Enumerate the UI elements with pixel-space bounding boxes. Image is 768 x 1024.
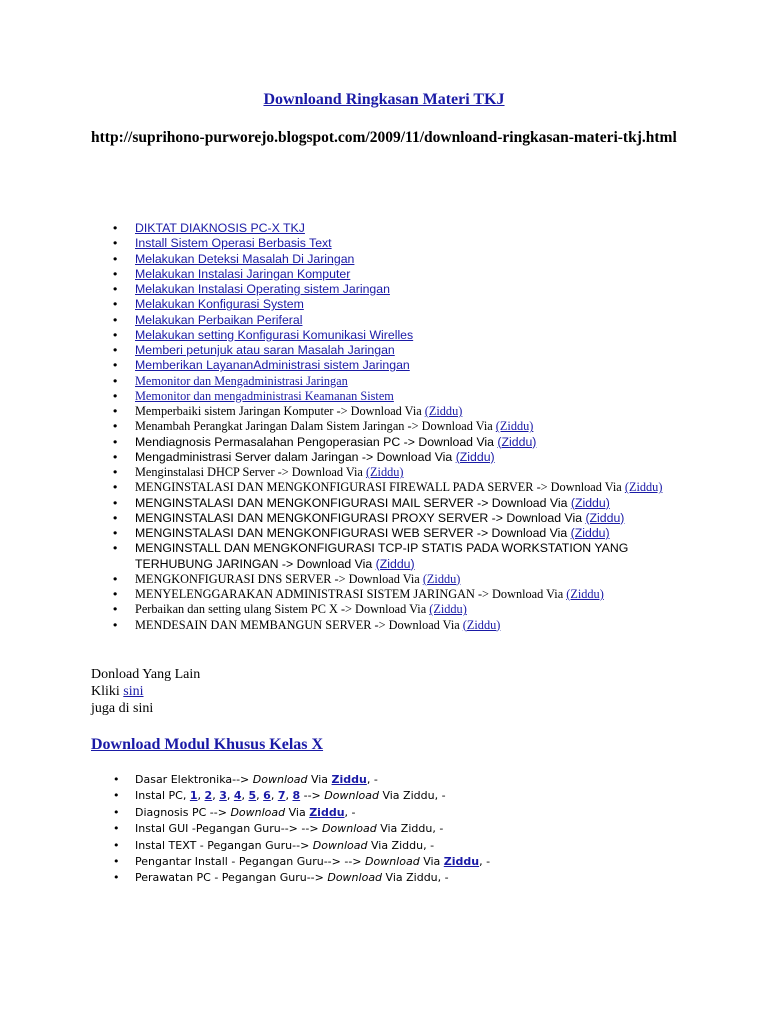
material-item [113, 358, 673, 373]
module-text: Perawatan PC - Pegangan Guru--> [135, 871, 328, 885]
module-text: Via Ziddu, - [376, 822, 444, 836]
module-text: Via [285, 805, 310, 819]
module-download-link[interactable]: 3 [219, 789, 227, 803]
module-text: , - [366, 773, 378, 786]
module-download-link[interactable]: Ziddu [443, 855, 480, 869]
material-text: MENGINSTALASI DAN MENGKONFIGURASI PROXY SERVER -> Download Via [135, 510, 586, 525]
material-item [113, 541, 673, 572]
material-link[interactable]: Melakukan Deteksi Masalah Di Jaringan [135, 251, 355, 266]
module-download-link[interactable]: 6 [263, 789, 271, 803]
ziddu-link[interactable]: (Ziddu) [424, 404, 463, 418]
material-item [113, 236, 673, 251]
module-download-word: Download [230, 805, 286, 819]
source-url: http://suprihono-purworejo.blogspot.com/2009/11/downloand-ringkasan-materi-tkj.html [91, 129, 677, 146]
material-item [113, 328, 673, 343]
other-downloads-label: Donload Yang Lain [91, 667, 201, 682]
module-text: Via [419, 855, 444, 869]
module-item [113, 805, 673, 821]
material-link[interactable]: DIKTAT DIAKNOSIS PC-X TKJ [135, 221, 305, 235]
module-text: Instal PC, [135, 789, 190, 803]
module-download-word: Download [322, 822, 377, 836]
ziddu-link[interactable]: (Ziddu) [429, 602, 467, 617]
module-item [113, 772, 673, 788]
material-text: MENGINSTALL DAN MENGKONFIGURASI TCP-IP STATIS PADA WORKSTATION YANG TERHUBUNG JARINGAN -> Download Via [135, 541, 629, 571]
material-item [113, 587, 673, 602]
module-text: Pengantar Install - Pegangan Guru--> --> [135, 855, 366, 869]
module-download-link[interactable]: 5 [248, 789, 257, 803]
material-item [113, 450, 673, 465]
ziddu-link[interactable]: (Ziddu) [570, 495, 610, 510]
module-text: , [285, 789, 293, 803]
module-text: , - [344, 805, 356, 819]
material-item [113, 297, 673, 312]
other-downloads-also: juga di sini [91, 701, 154, 716]
material-text: MENGKONFIGURASI DNS SERVER -> Download Via [135, 571, 423, 586]
module-item [113, 870, 673, 886]
material-text: Mendiagnosis Permasalahan Pengoperasian PC -> Download Via [135, 434, 498, 449]
module-text: , [241, 789, 249, 803]
module-download-link[interactable]: 2 [204, 789, 213, 803]
module-download-link[interactable]: 1 [189, 789, 198, 803]
module-text: Via Ziddu, - [367, 838, 435, 852]
modules-list [113, 772, 673, 887]
ziddu-link[interactable]: (Ziddu) [585, 510, 625, 525]
material-link[interactable]: Melakukan setting Konfigurasi Komunikasi Wirelles [135, 327, 414, 342]
material-item [113, 435, 673, 450]
ziddu-link[interactable]: (Ziddu) [624, 480, 663, 495]
other-downloads [91, 666, 200, 717]
ziddu-link[interactable]: (Ziddu) [375, 556, 415, 571]
module-text: , - [479, 855, 491, 869]
ziddu-link[interactable]: (Ziddu) [455, 449, 495, 464]
material-item [113, 618, 673, 633]
material-item [113, 480, 673, 495]
module-text: , [197, 789, 205, 803]
material-item [113, 602, 673, 617]
material-link[interactable]: Memberi petunjuk atau saran Masalah Jaringan [135, 343, 395, 357]
module-item [113, 838, 673, 854]
module-download-link[interactable]: 4 [233, 789, 242, 803]
materials-list [113, 221, 673, 633]
module-download-word: Download [252, 773, 308, 786]
material-link[interactable]: Melakukan Konfigurasi System [135, 297, 304, 312]
module-download-word: Download [324, 789, 379, 803]
material-link[interactable]: Memonitor dan Mengadministrasi Jaringan [135, 373, 348, 388]
material-text: Memperbaiki sistem Jaringan Komputer -> Download Via [135, 404, 425, 418]
material-link[interactable]: Melakukan Perbaikan Periferal [135, 312, 303, 327]
ziddu-link[interactable]: (Ziddu) [365, 465, 404, 479]
material-item [113, 313, 673, 328]
ziddu-link[interactable]: (Ziddu) [422, 571, 461, 586]
module-item [113, 854, 673, 870]
material-item [113, 374, 673, 389]
material-item [113, 511, 673, 526]
material-text: MENDESAIN DAN MEMBANGUN SERVER -> Download Via [135, 617, 463, 632]
material-item [113, 572, 673, 587]
here-link[interactable]: sini [123, 684, 144, 699]
material-item [113, 267, 673, 282]
click-prefix: Kliki [91, 684, 124, 699]
module-text: Via Ziddu, - [378, 789, 446, 803]
material-item [113, 496, 673, 511]
module-text: , [226, 789, 234, 803]
material-item [113, 526, 673, 541]
module-text: , [270, 789, 278, 803]
ziddu-link[interactable]: (Ziddu) [462, 617, 501, 632]
module-download-link[interactable]: Ziddu [331, 773, 367, 786]
material-link[interactable]: Install Sistem Operasi Berbasis Text [135, 236, 332, 251]
material-link[interactable]: Memberikan LayananAdministrasi sistem Jaringan [135, 358, 410, 373]
material-link[interactable]: Memonitor dan mengadministrasi Keamanan Sistem [135, 388, 394, 403]
material-item [113, 282, 673, 297]
module-download-word: Download [327, 871, 383, 885]
material-text: Mengadministrasi Server dalam Jaringan -> Download Via [135, 449, 456, 464]
material-text: MENYELENGGARAKAN ADMINISTRASI SISTEM JARINGAN -> Download Via [135, 587, 567, 601]
module-text: --> [300, 789, 325, 803]
module-text: Via [307, 773, 332, 786]
module-text: Via Ziddu, - [382, 871, 449, 885]
module-item [113, 821, 673, 837]
ziddu-link[interactable]: (Ziddu) [566, 587, 604, 601]
module-text: Diagnosis PC --> [135, 805, 231, 819]
page-title[interactable]: Downloand Ringkasan Materi TKJ [263, 91, 505, 108]
material-item [113, 221, 673, 236]
material-link[interactable]: Melakukan Instalasi Jaringan Komputer [135, 266, 351, 281]
material-text: Perbaikan dan setting ulang Sistem PC X -> Download Via [135, 602, 430, 617]
module-download-link[interactable]: Ziddu [309, 805, 345, 819]
module-item [113, 788, 673, 804]
material-item [113, 465, 673, 480]
material-item [113, 389, 673, 404]
material-item [113, 404, 673, 419]
module-text: Instal TEXT - Pegangan Guru--> [135, 838, 313, 852]
module-text: Dasar Elektronika--> [135, 773, 253, 786]
ziddu-link[interactable]: (Ziddu) [570, 526, 610, 540]
module-download-word: Download [365, 855, 420, 869]
material-item [113, 252, 673, 267]
section-title-modules[interactable]: Download Modul Khusus Kelas X [91, 736, 324, 753]
material-link[interactable]: Melakukan Instalasi Operating sistem Jaringan [135, 282, 390, 296]
module-download-link[interactable]: 7 [277, 789, 286, 803]
material-item [113, 419, 673, 434]
module-text: Instal GUI -Pegangan Guru--> --> [135, 822, 323, 836]
material-text: MENGINSTALASI DAN MENGKONFIGURASI FIREWALL PADA SERVER -> Download Via [135, 480, 625, 495]
module-text: , [212, 789, 220, 803]
material-text: MENGINSTALASI DAN MENGKONFIGURASI WEB SERVER -> Download Via [135, 526, 571, 540]
material-text: MENGINSTALASI DAN MENGKONFIGURASI MAIL SERVER -> Download Via [135, 495, 571, 510]
module-download-link[interactable]: 8 [292, 789, 301, 803]
module-download-word: Download [312, 838, 368, 852]
ziddu-link[interactable]: (Ziddu) [495, 419, 534, 434]
module-text: , [256, 789, 264, 803]
material-text: Menginstalasi DHCP Server -> Download Via [135, 465, 366, 479]
ziddu-link[interactable]: (Ziddu) [497, 434, 537, 449]
material-item [113, 343, 673, 358]
other-downloads-click-line [91, 683, 200, 700]
material-text: Menambah Perangkat Jaringan Dalam Sistem Jaringan -> Download Via [135, 419, 496, 434]
